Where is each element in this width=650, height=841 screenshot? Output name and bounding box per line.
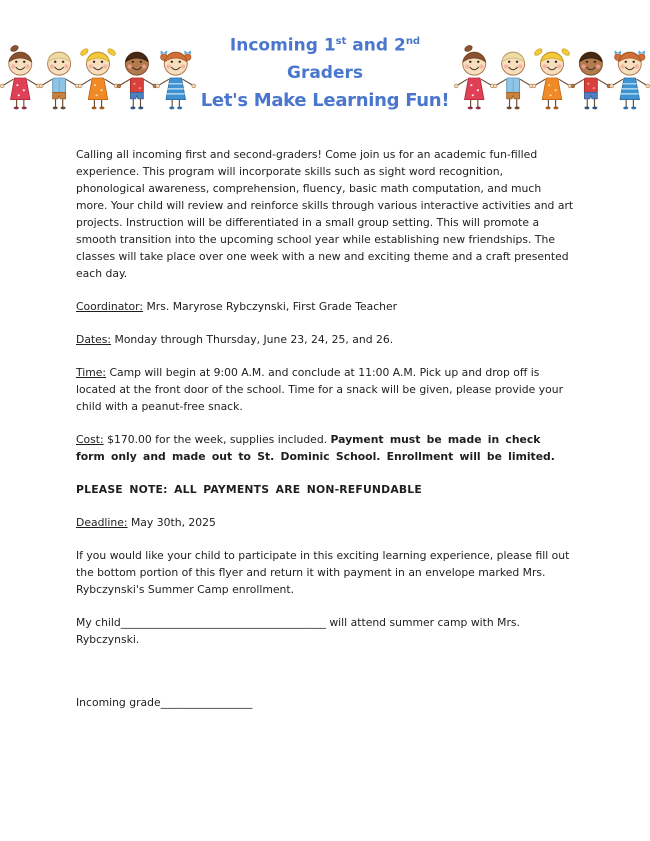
signup-post-text: will attend summer camp with Mrs. Rybczynski.	[76, 616, 520, 646]
signup-line	[76, 614, 574, 648]
deadline-line	[76, 514, 574, 531]
time-paragraph	[76, 364, 574, 415]
intro-paragraph: Calling all incoming first and second-graders! Come join us for an academic fun-filled experience. This program will incorporate skills such as sight word recognition, phonological awareness, comprehension, fluency, basic math computation, and much more. Your child will review and reinforce skills through various interactive activities and art projects. Instruction will be differentiated in a small group setting. This will promote a smooth transition into the upcoming school year while establishing new friendships. The classes will take place over one week with a new and exciting theme and a craft presented each day.	[76, 148, 574, 280]
title-line-1-text-2: and 2	[346, 35, 406, 56]
cost-value: $170.00 for the week, supplies included.	[103, 433, 331, 446]
title-line-2: Graders	[286, 62, 363, 83]
coordinator-value: Mrs. Maryrose Rybczynski, First Grade Teacher	[143, 300, 398, 313]
title-line-1-text: Incoming 1	[229, 35, 336, 56]
coordinator-line	[76, 298, 574, 315]
child-name-blank: ______________________________________	[120, 616, 326, 629]
coordinator-label: Coordinator:	[76, 300, 144, 313]
time-value: Camp will begin at 9:00 A.M. and conclude at 11:00 A.M. Pick up and drop off is located at the front door of the school. Time for a snack will be given, please provide your child with a peanut-free snack.	[76, 366, 564, 413]
deadline-value: May 30th, 2025	[127, 516, 216, 529]
grade-blank: _________________	[160, 696, 253, 709]
title-superscript-nd: nd	[405, 36, 421, 47]
payment-bold-note: Payment must be made in check form only and made out to St. Dominic School. Enrollment will be limited.	[76, 433, 555, 463]
children-illustration-right	[454, 42, 650, 114]
flyer-body	[0, 132, 650, 711]
signup-pre-text: My child	[76, 616, 121, 629]
title-superscript-st: st	[335, 36, 347, 47]
dates-value: Monday through Thursday, June 23, 24, 25, and 26.	[111, 333, 394, 346]
title-line-1	[196, 28, 454, 60]
grade-line	[76, 694, 574, 711]
cost-paragraph	[76, 431, 574, 465]
flyer-header	[0, 0, 650, 132]
non-refundable-note: PLEASE NOTE: ALL PAYMENTS ARE NON-REFUNDABLE	[76, 483, 422, 496]
flyer-title	[196, 28, 454, 114]
time-label: Time:	[76, 366, 107, 379]
deadline-label: Deadline:	[76, 516, 128, 529]
children-illustration-left	[0, 42, 196, 114]
participate-paragraph: If you would like your child to participate in this exciting learning experience, please fill out the bottom portion of this flyer and return it with payment in an envelope marked Mrs. Rybczynski's Summer Camp enrollment.	[76, 549, 570, 596]
dates-label: Dates:	[76, 333, 112, 346]
dates-line	[76, 331, 574, 348]
title-line-3: Let's Make Learning Fun!	[200, 89, 450, 111]
grade-pre-text: Incoming grade	[76, 696, 161, 709]
cost-label: Cost:	[76, 433, 104, 446]
